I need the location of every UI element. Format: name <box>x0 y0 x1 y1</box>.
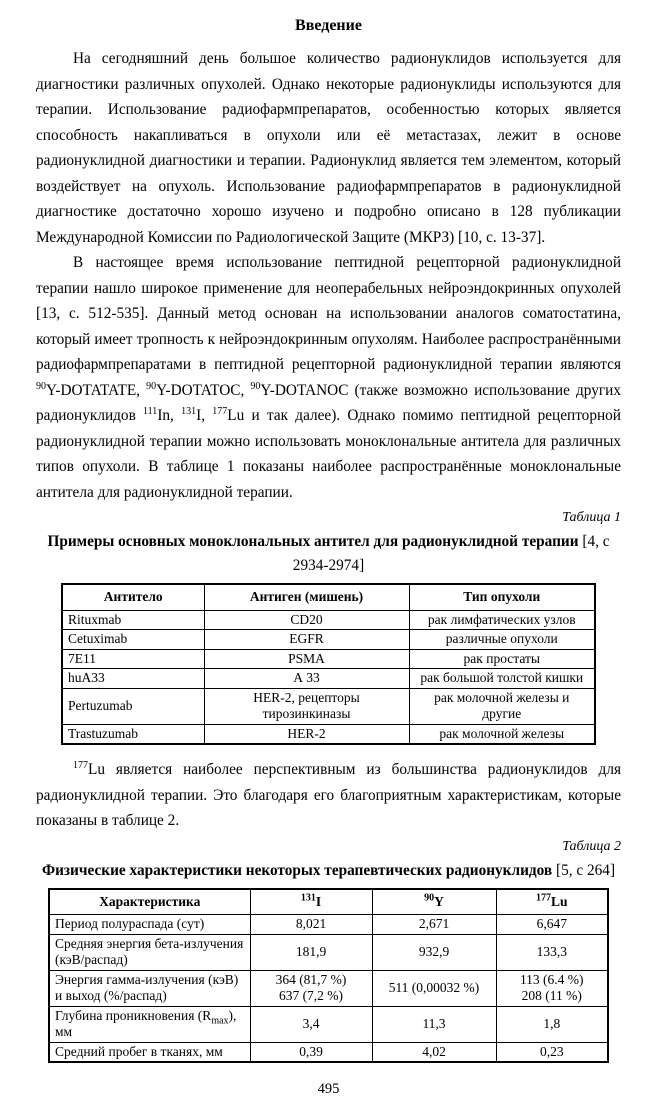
table-row <box>62 649 595 669</box>
table-cell: 133,3 <box>496 934 608 970</box>
table-row <box>62 688 595 724</box>
table-cell: 3,4 <box>250 1006 372 1042</box>
tumor-type-column-header: Тип опухоли <box>409 584 595 610</box>
antibody-table <box>61 583 596 745</box>
table-header-row <box>49 889 608 915</box>
table-cell: huA33 <box>62 669 204 689</box>
table-cell: 6,647 <box>496 915 608 935</box>
table-cell: PSMA <box>204 649 409 669</box>
table1-caption <box>36 530 621 578</box>
table-row <box>49 1042 608 1062</box>
table1-caption-title: Примеры основных моноклональных антител для радионуклидной терапии <box>47 533 579 550</box>
antigen-column-header: Антиген (мишень) <box>204 584 409 610</box>
table-cell: HER-2 <box>204 724 409 744</box>
table2-caption-reference: [5, с 264] <box>552 861 616 879</box>
table-cell: Средний пробег в тканях, мм <box>49 1042 250 1062</box>
table-cell: 4,02 <box>372 1042 496 1062</box>
table-row <box>62 669 595 689</box>
table-cell: 0,39 <box>250 1042 372 1062</box>
table-cell: CD20 <box>204 610 409 630</box>
table-row <box>49 1006 608 1042</box>
table-cell: 113 (6.4 %) 208 (11 %) <box>496 970 608 1006</box>
lutetium-177-column-header: $^{177}$Lu <box>496 889 608 915</box>
table-row <box>62 610 595 630</box>
section-heading: Введение <box>295 17 362 34</box>
paragraph-intro: На сегодняшний день большое количество радионуклидов используется для диагностики различных опухолей. Однако некоторые радионуклиды используются для терапии. Использование радиофармпрепаратов, особенностью которых является способность накапливаться в опухоли или её метастазах, лежит в основе радионуклидной диагностики и терапии. Радионуклид является тем элементом, который воздействует на опухоль. Использование радиофармпрепаратов в радионуклидной диагностике достаточно хорошо изучено и подробно описано в 128 публикации Международной Комиссии по Радиологической Защите (МКРЗ) [10, с. 13-37]. <box>36 50 621 246</box>
table-cell: Энергия гамма-излучения (кэВ) и выход (%/распад) <box>49 970 250 1006</box>
table-cell: рак большой толстой кишки <box>409 669 595 689</box>
radionuclide-table <box>48 888 609 1064</box>
table-cell: рак простаты <box>409 649 595 669</box>
table-row <box>62 630 595 650</box>
table-row <box>49 970 608 1006</box>
table-cell: Глубина проникновения $(R_{max})$, мм <box>49 1006 250 1042</box>
table-cell: рак молочной железы и другие <box>409 688 595 724</box>
antibody-column-header: Антитело <box>62 584 204 610</box>
table-row <box>62 724 595 744</box>
table2-caption-title: Физические характеристики некоторых терапевтических радионуклидов <box>41 861 553 879</box>
table-cell: Cetuximab <box>62 630 204 650</box>
iodine-131-column-header: $^{131}$I <box>250 889 372 915</box>
table-cell: 7E11 <box>62 649 204 669</box>
table-cell: 8,021 <box>250 915 372 935</box>
characteristic-column-header: Характеристика <box>49 889 250 915</box>
table-cell: различные опухоли <box>409 630 595 650</box>
paragraph-peptide-therapy: В настоящее время использование пептидной рецепторной радионуклидной терапии нашло широкое применение для неоперабельных нейроэндокринных опухолей [13, с. 512-535]. Данный метод основан на использовании аналогов соматостатина, который имеет тропность к нейроэндокринным опухолям. Наиболее распространёнными радиофармпрепаратами в пептидной рецепторной радионуклидной терапии являются $^{90}$Y-DOTATATE, $^{90}$Y-DOTATOC, $^{90}$Y-DOTANOC (также возможно использование других радионуклидов $^{111}$In, $^{131}$I, $^{177}$Lu и так далее). Однако помимо пептидной рецепторной радионуклидной терапии можно использовать моноклональные антитела для различных типов опухоли. В таблице 1 показаны наиболее распространённые моноклональные антитела для радионуклидной терапии. <box>36 254 621 501</box>
table-cell: EGFR <box>204 630 409 650</box>
table-row <box>49 934 608 970</box>
table-cell: рак молочной железы <box>409 724 595 744</box>
table-cell: 364 (81,7 %) 637 (7,2 %) <box>250 970 372 1006</box>
table-cell: Trastuzumab <box>62 724 204 744</box>
table2-caption <box>36 859 621 883</box>
table-cell: 0,23 <box>496 1042 608 1062</box>
paragraph-lutetium: $^{177}$Lu является наиболее перспективным из большинства радионуклидов для радионуклидной терапии. Это благодаря его благоприятным характеристикам, которые показаны в таблице 2. <box>36 759 621 829</box>
page-number: 495 <box>317 1081 340 1097</box>
table-cell: HER-2, рецепторы тирозинкиназы <box>204 688 409 724</box>
table-cell: Средняя энергия бета-излучения (кэВ/распад) <box>49 934 250 970</box>
table1-caption-reference: [4, с 2934-2974] <box>292 533 610 574</box>
table-row <box>49 915 608 935</box>
table-cell: 511 (0,00032 %) <box>372 970 496 1006</box>
yttrium-90-column-header: $^{90}$Y <box>372 889 496 915</box>
table-cell: 1,8 <box>496 1006 608 1042</box>
table-cell: 2,671 <box>372 915 496 935</box>
table-cell: Период полураспада (сут) <box>49 915 250 935</box>
table2-label: Таблица 2 <box>562 838 621 854</box>
table-header-row <box>62 584 595 610</box>
table-cell: 181,9 <box>250 934 372 970</box>
table-cell: 11,3 <box>372 1006 496 1042</box>
table1-label: Таблица 1 <box>562 510 621 525</box>
table-cell: Pertuzumab <box>62 688 204 724</box>
table-cell: рак лимфатических узлов <box>409 610 595 630</box>
table-cell: Rituxmab <box>62 610 204 630</box>
table-cell: 932,9 <box>372 934 496 970</box>
table-cell: А 33 <box>204 669 409 689</box>
